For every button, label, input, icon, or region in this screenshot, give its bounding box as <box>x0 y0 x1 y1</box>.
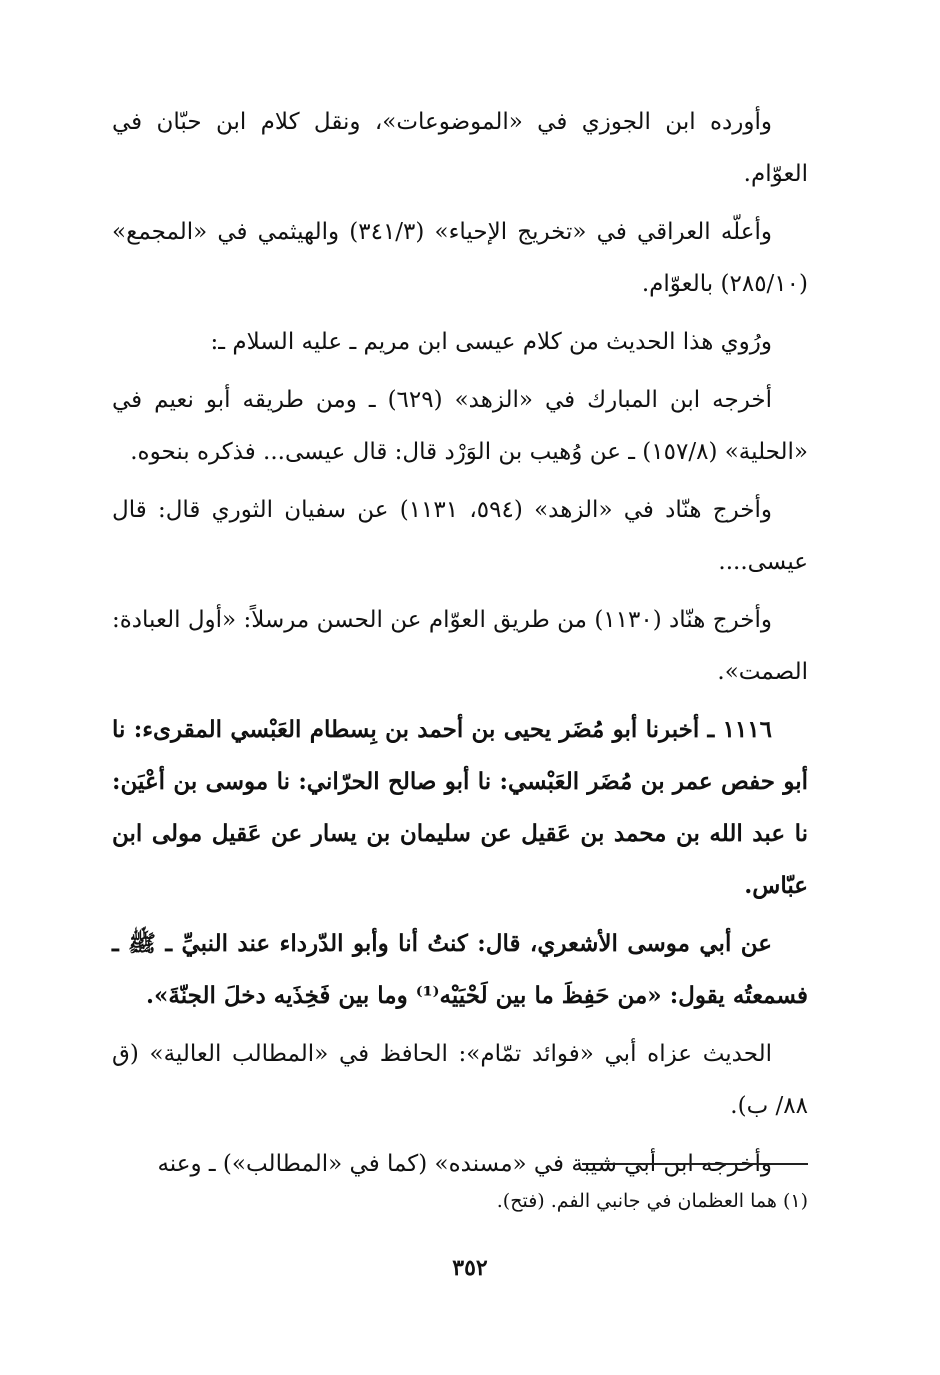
paragraph-3: ورُوي هذا الحديث من كلام عيسى ابن مريم ـ عليه السلام ـ: <box>210 329 772 355</box>
footnote-separator <box>582 1163 808 1165</box>
paragraph-6: وأخرج هنّاد (١١٣٠) من طريق العوّام عن الحسن مرسلاً: «أول العبادة: الصمت». <box>112 607 808 685</box>
paragraph-4: أخرجه ابن المبارك في «الزهد» (٦٢٩) ـ ومن طريقه أبو نعيم في «الحلية» (١٥٧/٨) ـ عن وُهيب بن الوَرْد قال: قال عيسى... فذكره بنحوه. <box>112 387 808 465</box>
paragraph-1: وأورده ابن الجوزي في «الموضوعات»، ونقل كلام ابن حبّان في العوّام. <box>112 109 808 187</box>
page-number: ٣٥٢ <box>452 1255 488 1281</box>
footnote: (١) هما العظمان في جانبي الفم. (فتح). <box>496 1190 808 1212</box>
paragraph-5: وأخرج هنّاد في «الزهد» (٥٩٤، ١١٣١) عن سفيان الثوري قال: قال عيسى.... <box>112 497 808 575</box>
page-body <box>112 96 808 1196</box>
paragraph-9: الحديث عزاه أبي «فوائد تمّام»: الحافظ في «المطالب العالية» (ق ٨٨/ ب). <box>112 1041 808 1119</box>
paragraph-2: وأعلّه العراقي في «تخريج الإحياء» (٣٤١/٣) والهيثمي في «المجمع» (٢٨٥/١٠) بالعوّام. <box>112 219 808 297</box>
paragraph-10: وأخرجه ابن أبي شيبة في «مسنده» (كما في «المطالب») ـ وعنه <box>157 1151 772 1177</box>
hadith-matn: عن أبي موسى الأشعري، قال: كنتُ أنا وأبو الدّرداء عند النبيِّ ـ ﷺ ـ فسمعتُه يقول: «من حَفِظَ ما بين لَحْيَيْه⁽¹⁾ وما بين فَخِذَيه دخلَ الجنّةَ». <box>112 930 808 1009</box>
hadith-isnad: ١١١٦ ـ أخبرنا أبو مُضَر يحيى بن أحمد بن بِسطام العَبْسي المقرىء: نا أبو حفص عمر بن مُضَر العَبْسي: نا أبو صالح الحرّاني: نا موسى بن أعْيَن: نا عبد الله بن محمد بن عَقيل عن سليمان بن يسار عن عَقيل مولى ابن عبّاس. <box>112 716 808 899</box>
